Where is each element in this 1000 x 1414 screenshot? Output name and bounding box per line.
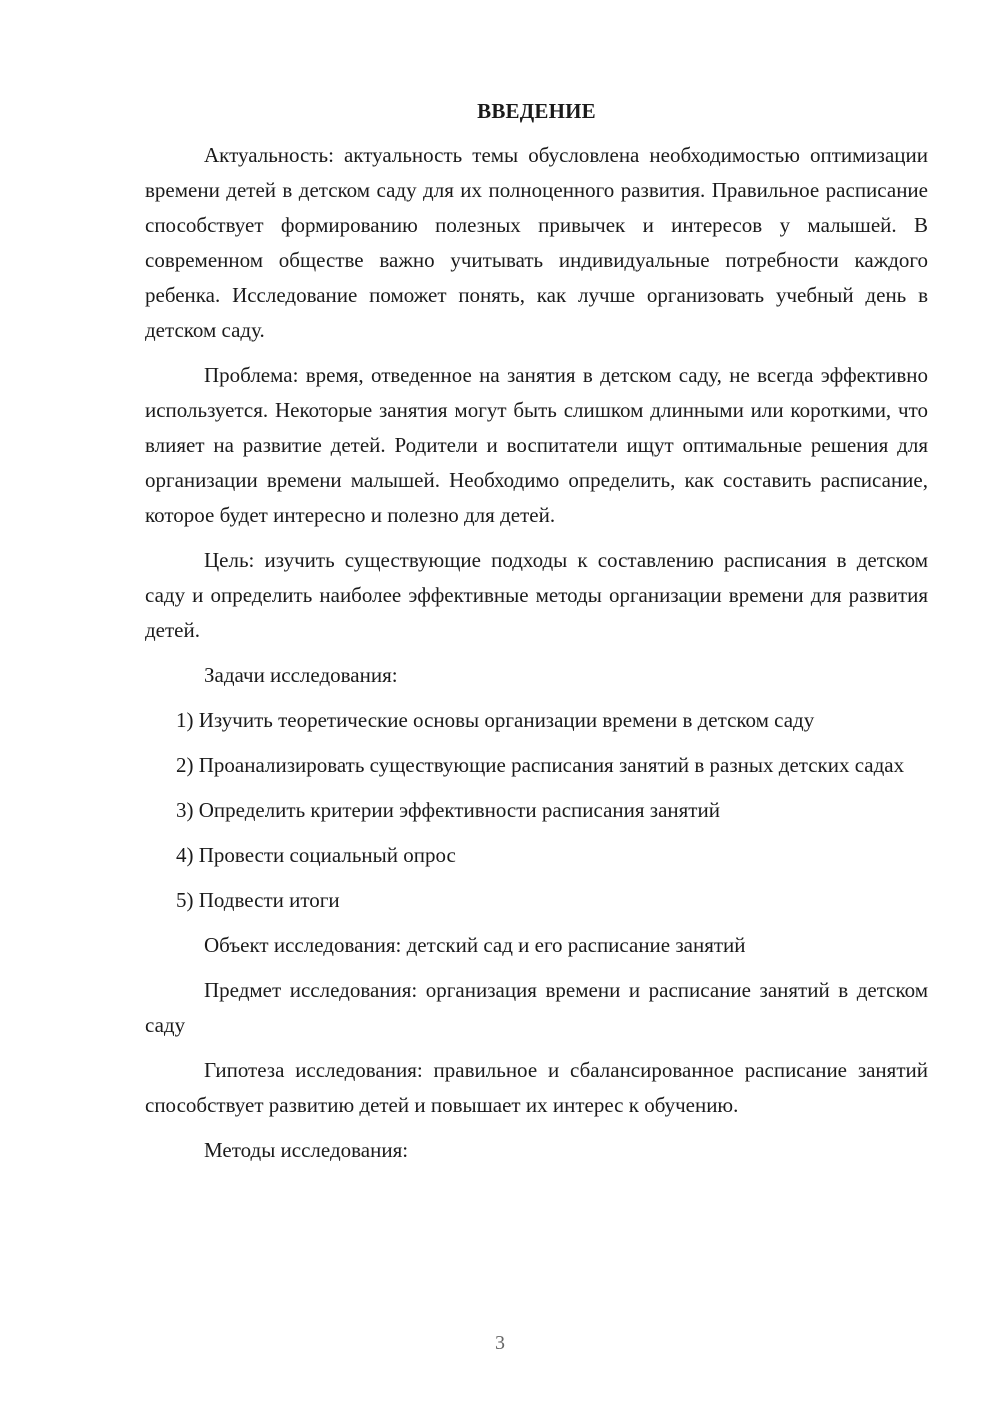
relevance-paragraph: Актуальность: актуальность темы обусловлена необходимостью оптимизации времени детей в детском саду для их полноценного развития. Правильное расписание способствует формированию полезных привычек и интересов у малышей. В современном обществе важно учитывать индивидуальные потребности каждого ребенка. Исследование поможет понять, как лучше организовать учебный день в детском саду. [145,143,928,342]
subject-paragraph: Предмет исследования: организация времени и расписание занятий в детском саду [145,978,928,1037]
hypothesis-paragraph: Гипотеза исследования: правильное и сбалансированное расписание занятий способствует развитию детей и повышает их интерес к обучению. [145,1058,928,1117]
page-content [145,95,928,1178]
task-item-2: 2) Проанализировать существующие расписания занятий в разных детских садах [176,753,905,777]
goal-paragraph: Цель: изучить существующие подходы к составлению расписания в детском саду и определить наиболее эффективные методы организации времени для развития детей. [145,548,928,642]
page-number: 3 [495,1332,505,1354]
task-item-4: 4) Провести социальный опрос [176,843,456,867]
task-item-3: 3) Определить критерии эффективности расписания занятий [176,798,720,822]
task-item-5: 5) Подвести итоги [176,888,340,912]
methods-heading: Методы исследования: [204,1138,409,1162]
task-item-1: 1) Изучить теоретические основы организации времени в детском саду [176,708,815,732]
section-heading: ВВЕДЕНИЕ [477,99,596,123]
object-paragraph: Объект исследования: детский сад и его расписание занятий [204,933,746,957]
tasks-heading: Задачи исследования: [204,663,398,687]
problem-paragraph: Проблема: время, отведенное на занятия в детском саду, не всегда эффективно используется. Некоторые занятия могут быть слишком длинными или короткими, что влияет на развитие детей. Родители и воспитатели ищут оптимальные решения для организации времени малышей. Необходимо определить, как составить расписание, которое будет интересно и полезно для детей. [145,363,928,527]
